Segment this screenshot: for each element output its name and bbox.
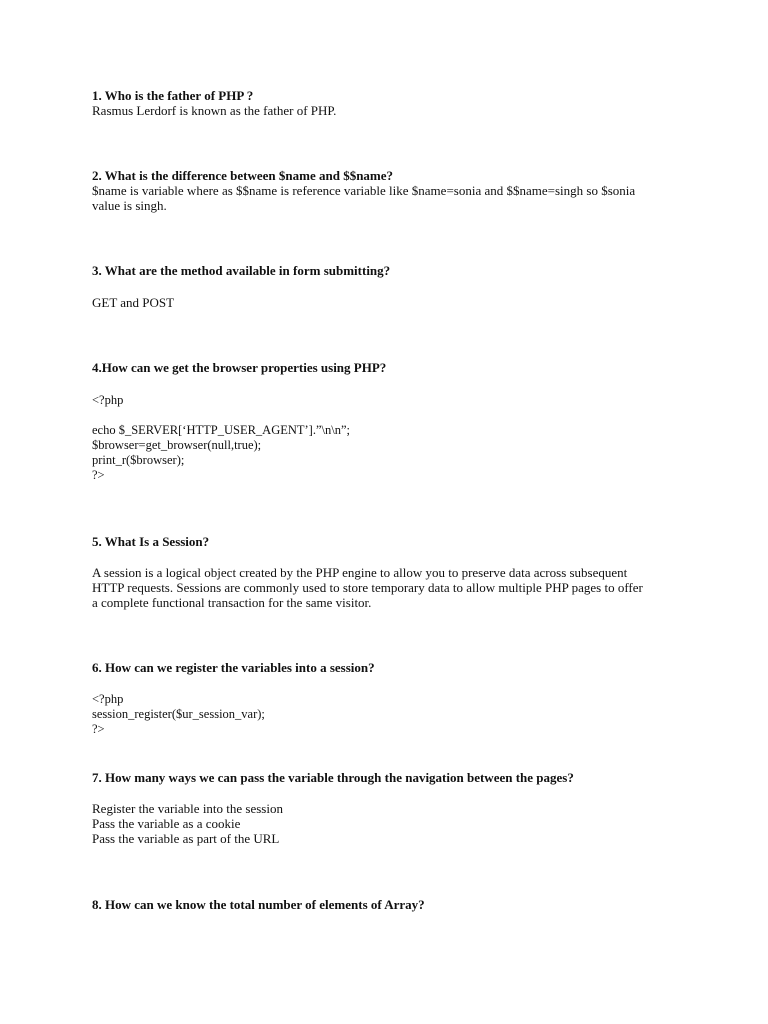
code-6-body: <?php session_register($ur_session_var); ?> xyxy=(92,692,265,736)
answer-3: GET and POST xyxy=(92,295,175,310)
answer-7: Register the variable into the session Pass the variable as a cookie Pass the variable as part of the URL xyxy=(92,801,283,846)
answer-5: A session is a logical object created by the PHP engine to allow you to preserve data across subsequent HTTP requests. Sessions are commonly used to store temporary data to allow multiple PHP pages to offer a complete functional transaction for the same visitor. xyxy=(92,565,643,610)
question-6: 6. How can we register the variables into a session? xyxy=(92,660,375,675)
question-8: 8. How can we know the total number of elements of Array? xyxy=(92,897,425,912)
question-3: 3. What are the method available in form submitting? xyxy=(92,263,391,278)
code-4-body: echo $_SERVER[‘HTTP_USER_AGENT’].”\n\n”; $browser=get_browser(null,true); print_r($browser); ?> xyxy=(92,423,350,482)
code-4-open: <?php xyxy=(92,393,124,407)
answer-1: Rasmus Lerdorf is known as the father of PHP. xyxy=(92,103,337,118)
question-7: 7. How many ways we can pass the variable through the navigation between the pages? xyxy=(92,770,574,785)
question-5: 5. What Is a Session? xyxy=(92,534,210,549)
question-1: 1. Who is the father of PHP ? xyxy=(92,88,254,103)
question-4: 4.How can we get the browser properties using PHP? xyxy=(92,360,387,375)
question-2: 2. What is the difference between $name and $$name? xyxy=(92,168,394,183)
answer-2: $name is variable where as $$name is reference variable like $name=sonia and $$name=singh so $sonia value is singh. xyxy=(92,183,636,213)
